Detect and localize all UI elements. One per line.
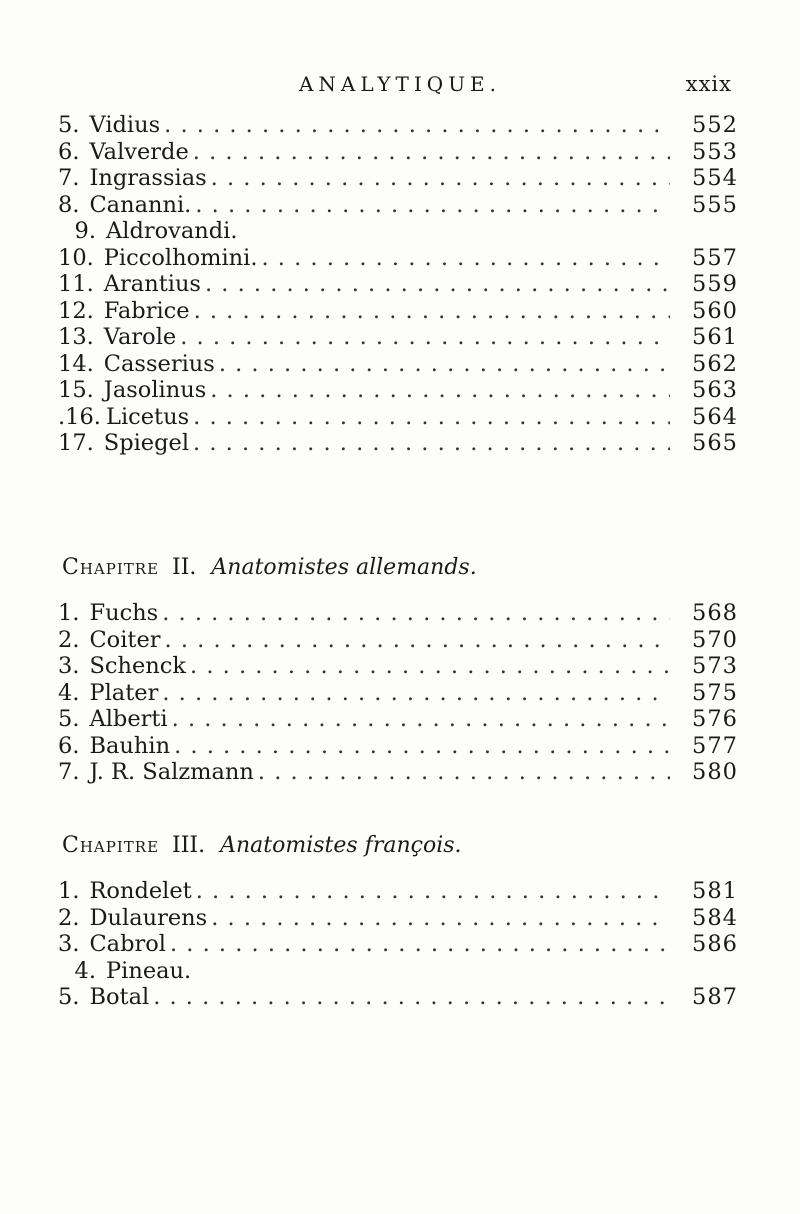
page-folio: xxix [685, 72, 732, 96]
dot-leader [262, 245, 671, 272]
entry-page: 562 [692, 350, 738, 377]
entry-name: Vidius [89, 112, 161, 138]
toc-entry [58, 430, 738, 457]
toc-entry [58, 878, 738, 905]
entry-page: 559 [692, 271, 738, 297]
toc-entry [58, 245, 738, 272]
entry-number: 9. [74, 218, 96, 244]
entry-page: 564 [692, 403, 738, 430]
entry-number: 1. [58, 600, 80, 626]
entry-name: Fabrice [103, 297, 190, 324]
entry-name: Fuchs [89, 600, 159, 626]
toc-entry [58, 404, 738, 431]
dot-leader [162, 680, 670, 707]
entry-name: Spiegel [103, 430, 190, 456]
entry-number: 7. [58, 165, 80, 191]
entry-number: 5. [58, 984, 80, 1010]
toc-entry [58, 759, 738, 786]
toc-entry [58, 733, 738, 760]
dot-leader [194, 298, 670, 325]
toc-entry [58, 112, 738, 139]
chapter-heading [62, 833, 462, 858]
entry-number: 1. [58, 878, 80, 904]
entry-name: Piccolhomini. [103, 244, 258, 271]
entry-number: 2. [58, 904, 80, 931]
entry-number: 6. [58, 732, 80, 759]
entry-number: 17. [58, 430, 94, 456]
toc-entry [58, 351, 738, 378]
toc-entry [58, 139, 738, 166]
toc-entry [58, 680, 738, 707]
entry-number: 8. [58, 191, 80, 218]
entry-page: 568 [692, 600, 738, 626]
dot-leader [219, 351, 670, 378]
dot-leader [162, 600, 670, 627]
entry-name: Cabrol [89, 931, 166, 957]
page-header [60, 72, 740, 102]
toc-entry [58, 600, 738, 627]
dot-leader [211, 905, 670, 932]
entry-name: Coiter [89, 626, 161, 653]
chapter-label: Chapitre [62, 555, 160, 580]
chapter-label: Chapitre [62, 833, 160, 858]
dot-leader [195, 192, 670, 219]
chapter-number: II. [172, 555, 197, 580]
dot-leader [196, 878, 670, 905]
toc-entry [58, 165, 738, 192]
dot-leader [193, 404, 670, 431]
entry-number: 13. [58, 324, 94, 350]
entry-page: 555 [692, 191, 738, 218]
entry-number: 11. [58, 271, 94, 297]
entry-page: 570 [692, 626, 738, 653]
toc-entry [58, 192, 738, 219]
entry-page: 565 [692, 430, 738, 456]
entry-name: Rondelet [89, 878, 192, 904]
entry-name: Pineau. [106, 957, 192, 984]
toc-section-chapter-3 [58, 878, 738, 1011]
toc-entry [58, 627, 738, 654]
chapter-title: Anatomistes allemands. [211, 555, 477, 580]
chapter-number: III. [172, 833, 206, 858]
entry-number: 4. [74, 957, 96, 984]
dot-leader [153, 984, 670, 1011]
entry-number: 7. [58, 759, 80, 785]
dot-leader [174, 733, 670, 760]
entry-page: 563 [692, 377, 738, 403]
entry-page: 573 [692, 653, 738, 679]
chapter-title: Anatomistes françois. [220, 833, 462, 858]
toc-entry [58, 984, 738, 1011]
entry-page: 575 [692, 679, 738, 706]
dot-leader [190, 653, 670, 680]
entry-number: 12. [58, 297, 94, 324]
entry-name: Aldrovandi. [106, 218, 238, 244]
entry-page: 580 [692, 759, 738, 785]
entry-name: Botal [89, 984, 150, 1010]
entry-number: 2. [58, 626, 80, 653]
entry-name: Jasolinus [103, 377, 207, 403]
entry-page: 552 [692, 112, 738, 138]
entry-name: Dulaurens [89, 904, 208, 931]
toc-entry [58, 298, 738, 325]
entry-name: Schenck [89, 653, 187, 679]
entry-page: 584 [692, 904, 738, 931]
chapter-heading [62, 555, 477, 580]
entry-name: Ingrassias [89, 165, 207, 191]
entry-page: 587 [692, 984, 738, 1010]
entry-name: Bauhin [89, 732, 171, 759]
entry-number: 10. [58, 244, 94, 271]
entry-page: 557 [692, 244, 738, 271]
dot-leader [165, 627, 670, 654]
toc-entry [58, 706, 738, 733]
dot-leader [193, 430, 670, 457]
entry-name: Licetus [106, 403, 190, 430]
dot-leader [210, 377, 670, 404]
dot-leader [180, 324, 670, 351]
running-title: ANALYTIQUE. [298, 72, 502, 96]
entry-name: Valverde [89, 138, 189, 165]
entry-number: .16. [58, 403, 101, 430]
entry-name: Casserius [103, 350, 215, 377]
toc-entry [58, 958, 738, 985]
entry-name: Arantius [103, 271, 201, 297]
entry-number: 5. [58, 112, 80, 138]
dot-leader [211, 165, 670, 192]
entry-number: 4. [58, 679, 80, 706]
entry-number: 3. [58, 653, 80, 679]
entry-page: 581 [692, 878, 738, 904]
toc-entry [58, 377, 738, 404]
entry-page: 586 [692, 931, 738, 957]
entry-page: 554 [692, 165, 738, 191]
entry-number: 15. [58, 377, 94, 403]
entry-name: Varole [103, 324, 177, 350]
toc-entry [58, 324, 738, 351]
toc-entry [58, 905, 738, 932]
toc-section-chapter-2 [58, 600, 738, 786]
toc-section-continued [58, 112, 738, 457]
entry-number: 6. [58, 138, 80, 165]
toc-entry [58, 271, 738, 298]
toc-entry [58, 931, 738, 958]
entry-page: 560 [692, 297, 738, 324]
toc-entry [58, 218, 738, 245]
toc-entry [58, 653, 738, 680]
dot-leader [193, 139, 670, 166]
dot-leader [164, 112, 670, 139]
entry-page: 561 [692, 324, 738, 350]
entry-name: J. R. Salzmann [89, 759, 254, 785]
entry-page: 553 [692, 138, 738, 165]
entry-name: Plater [89, 679, 159, 706]
entry-page: 577 [692, 732, 738, 759]
entry-number: 14. [58, 350, 94, 377]
dot-leader [172, 706, 670, 733]
dot-leader [170, 931, 670, 958]
dot-leader [258, 759, 670, 786]
entry-page: 576 [692, 706, 738, 732]
entry-number: 3. [58, 931, 80, 957]
entry-number: 5. [58, 706, 80, 732]
entry-name: Alberti [89, 706, 168, 732]
dot-leader [205, 271, 670, 298]
entry-name: Cananni. [89, 191, 192, 218]
